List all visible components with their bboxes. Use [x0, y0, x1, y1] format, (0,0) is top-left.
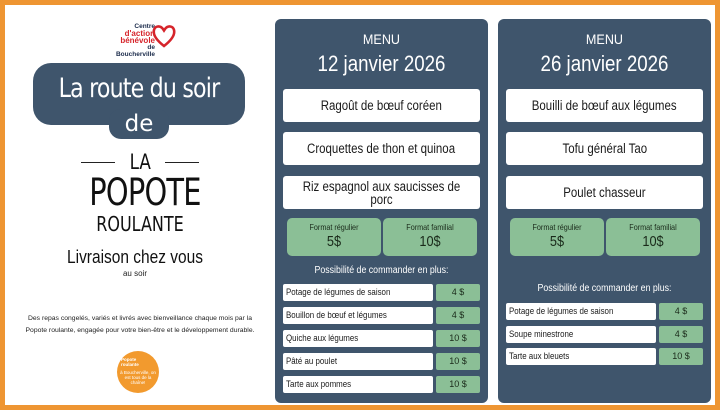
menu-label: MENU [585, 31, 624, 47]
logo [107, 23, 177, 57]
extra-name: Quiche aux légumes [283, 330, 433, 347]
dish-item: Bouilli de bœuf aux légumes [506, 89, 703, 122]
popote-badge [117, 351, 159, 393]
format-label: Format familial [629, 222, 677, 232]
extras-title: Possibilité de commander en plus: [537, 283, 672, 294]
format-label: Format familial [406, 222, 454, 232]
logo-line3: bénévole [120, 36, 155, 45]
menu-date: 26 janvier 2026 [540, 51, 669, 76]
format-family [606, 218, 700, 256]
extra-price: 4 $ [436, 307, 480, 324]
popote-logo [75, 151, 205, 235]
delivery-text: Livraison chez vous [67, 247, 203, 267]
extra-item [283, 330, 480, 347]
extra-price: 10 $ [436, 376, 480, 393]
badge-title: Popote roulante [121, 357, 139, 367]
description [25, 313, 255, 337]
extra-name: Pâté au poulet [283, 353, 433, 370]
format-price: 5$ [549, 233, 565, 250]
extra-name: Potage de légumes de saison [283, 284, 433, 301]
format-label: Format régulier [309, 222, 359, 232]
extra-item [506, 303, 703, 320]
dish-item: Riz espagnol aux saucisses de porc [283, 176, 480, 209]
extra-item [506, 326, 703, 343]
extras-title: Possibilité de commander en plus: [314, 265, 449, 276]
description-line2: Popote roulante, engagée pour votre bien-être et le développement durable. [25, 327, 255, 334]
dish-item: Croquettes de thon et quinoa [283, 132, 480, 165]
description-line1: Des repas congelés, variés et livrés avec bienveillance chaque mois par la [27, 315, 253, 322]
logo-line2: d'action [124, 29, 155, 38]
extra-name: Tarte aux bleuets [506, 348, 656, 365]
evening-text: au soir [122, 269, 147, 278]
menu-date: 12 janvier 2026 [317, 51, 446, 76]
dish-item: Tofu général Tao [506, 132, 703, 165]
title-de: de [109, 109, 169, 139]
roulante-word: ROULANTE [96, 212, 184, 236]
heart-icon [151, 23, 177, 49]
extra-price: 4 $ [659, 326, 703, 343]
format-family [383, 218, 477, 256]
extra-price: 4 $ [659, 303, 703, 320]
extra-name: Tarte aux pommes [283, 376, 433, 393]
logo-line1: Centre [134, 23, 155, 30]
popote-word: POPOTE [89, 171, 201, 214]
extra-price: 10 $ [659, 348, 703, 365]
logo-text [107, 23, 155, 58]
extra-item [506, 348, 703, 365]
extra-name: Soupe minestrone [506, 326, 656, 343]
menu-label: MENU [362, 31, 401, 47]
popote-la: LA [129, 150, 151, 174]
format-price: 5$ [326, 233, 342, 250]
extra-item [283, 353, 480, 370]
extra-item [283, 376, 480, 393]
dish-item: Ragoût de bœuf coréen [283, 89, 480, 122]
format-regular [510, 218, 604, 256]
badge-slogan: à Boucherville, on est tous de la chaîne! [120, 370, 156, 385]
format-price: 10$ [642, 233, 664, 250]
extra-item [283, 307, 480, 324]
format-price: 10$ [419, 233, 441, 250]
menu-panel-1 [275, 19, 488, 403]
logo-line4: de Boucherville [115, 44, 155, 58]
extra-name: Bouillon de bœuf et légumes [283, 307, 433, 324]
menu-panel-2 [498, 19, 711, 403]
extra-item [283, 284, 480, 301]
extra-name: Potage de légumes de saison [506, 303, 656, 320]
title-text: La route du soir [58, 73, 220, 104]
extra-price: 4 $ [436, 284, 480, 301]
dish-item: Poulet chasseur [506, 176, 703, 209]
extra-price: 10 $ [436, 330, 480, 347]
format-label: Format régulier [532, 222, 582, 232]
extra-price: 10 $ [436, 353, 480, 370]
format-regular [287, 218, 381, 256]
